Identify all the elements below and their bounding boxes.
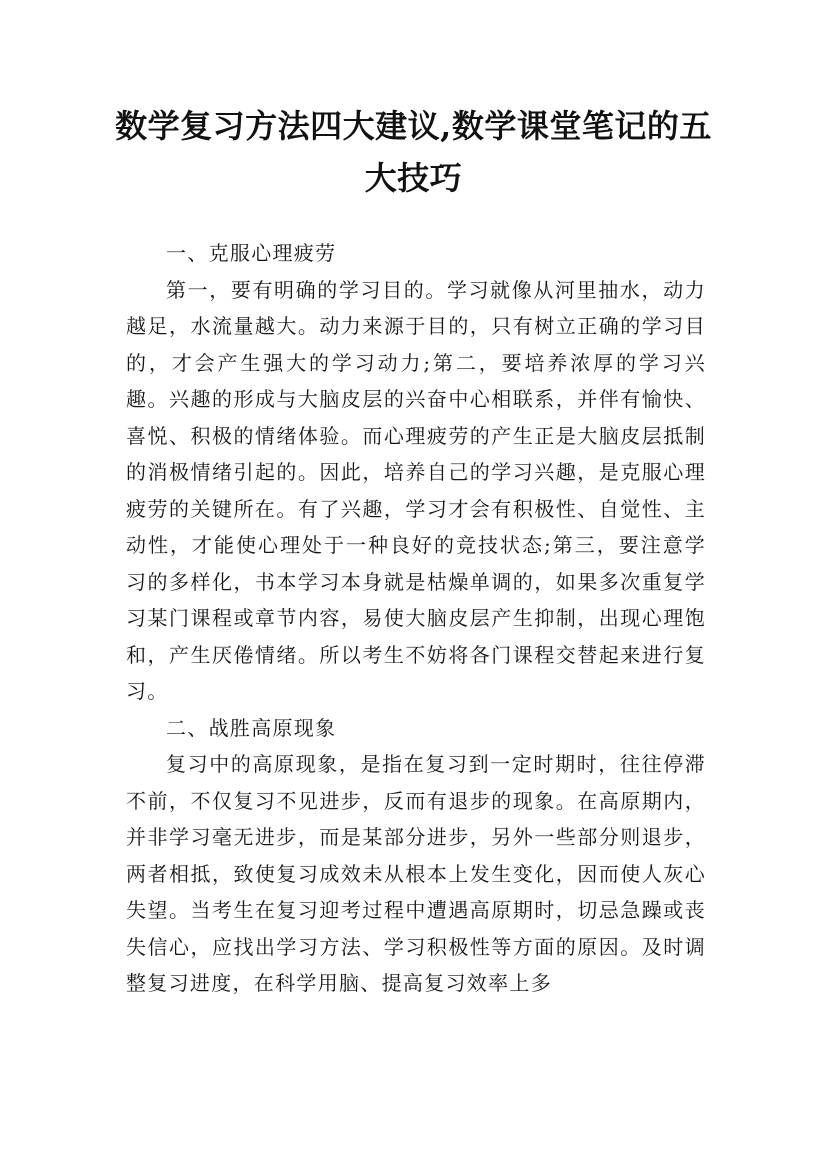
body-paragraph-2: 复习中的高原现象，是指在复习到一定时期时，往往停滞不前，不仅复习不见进步，反而有退步的现象。在高原期内，并非学习毫无进步，而是某部分进步，另外一些部分则退步，两者相抵，致使复习成效未从根本上发生变化，因而使人灰心失望。当考生在复习迎考过程中遭遇高原期时，切忌急躁或丧失信心，应找出学习方法、学习积极性等方面的原因。及时调整复习进度，在科学用脑、提高复习效率上多 [126,752,706,995]
section-heading-1: 一、克服心理疲劳 [166,241,337,265]
section-heading-2: 二、战胜高原现象 [166,715,337,740]
body-paragraph-1: 第一，要有明确的学习目的。学习就像从河里抽水，动力越足，水流量越大。动力来源于目的，只有树立正确的学习目的，才会产生强大的学习动力;第二，要培养浓厚的学习兴趣。兴趣的形成与大脑皮层的兴奋中心相联系，并伴有愉快、喜悦、积极的情绪体验。而心理疲劳的产生正是大脑皮层抵制的消极情绪引起的。因此，培养自己的学习兴趣，是克服心理疲劳的关键所在。有了兴趣，学习才会有积极性、自觉性、主动性，才能使心理处于一种良好的竞技状态;第三，要注意学习的多样化，书本学习本身就是枯燥单调的，如果多次重复学习某门课程或章节内容，易使大脑皮层产生抑制，出现心理饱和，产生厌倦情绪。所以考生不妨将各门课程交替起来进行复习。 [126,277,706,703]
document-body [126,235,706,1002]
document-title: 数学复习方法四大建议,数学课堂笔记的五大技巧 [115,107,712,197]
